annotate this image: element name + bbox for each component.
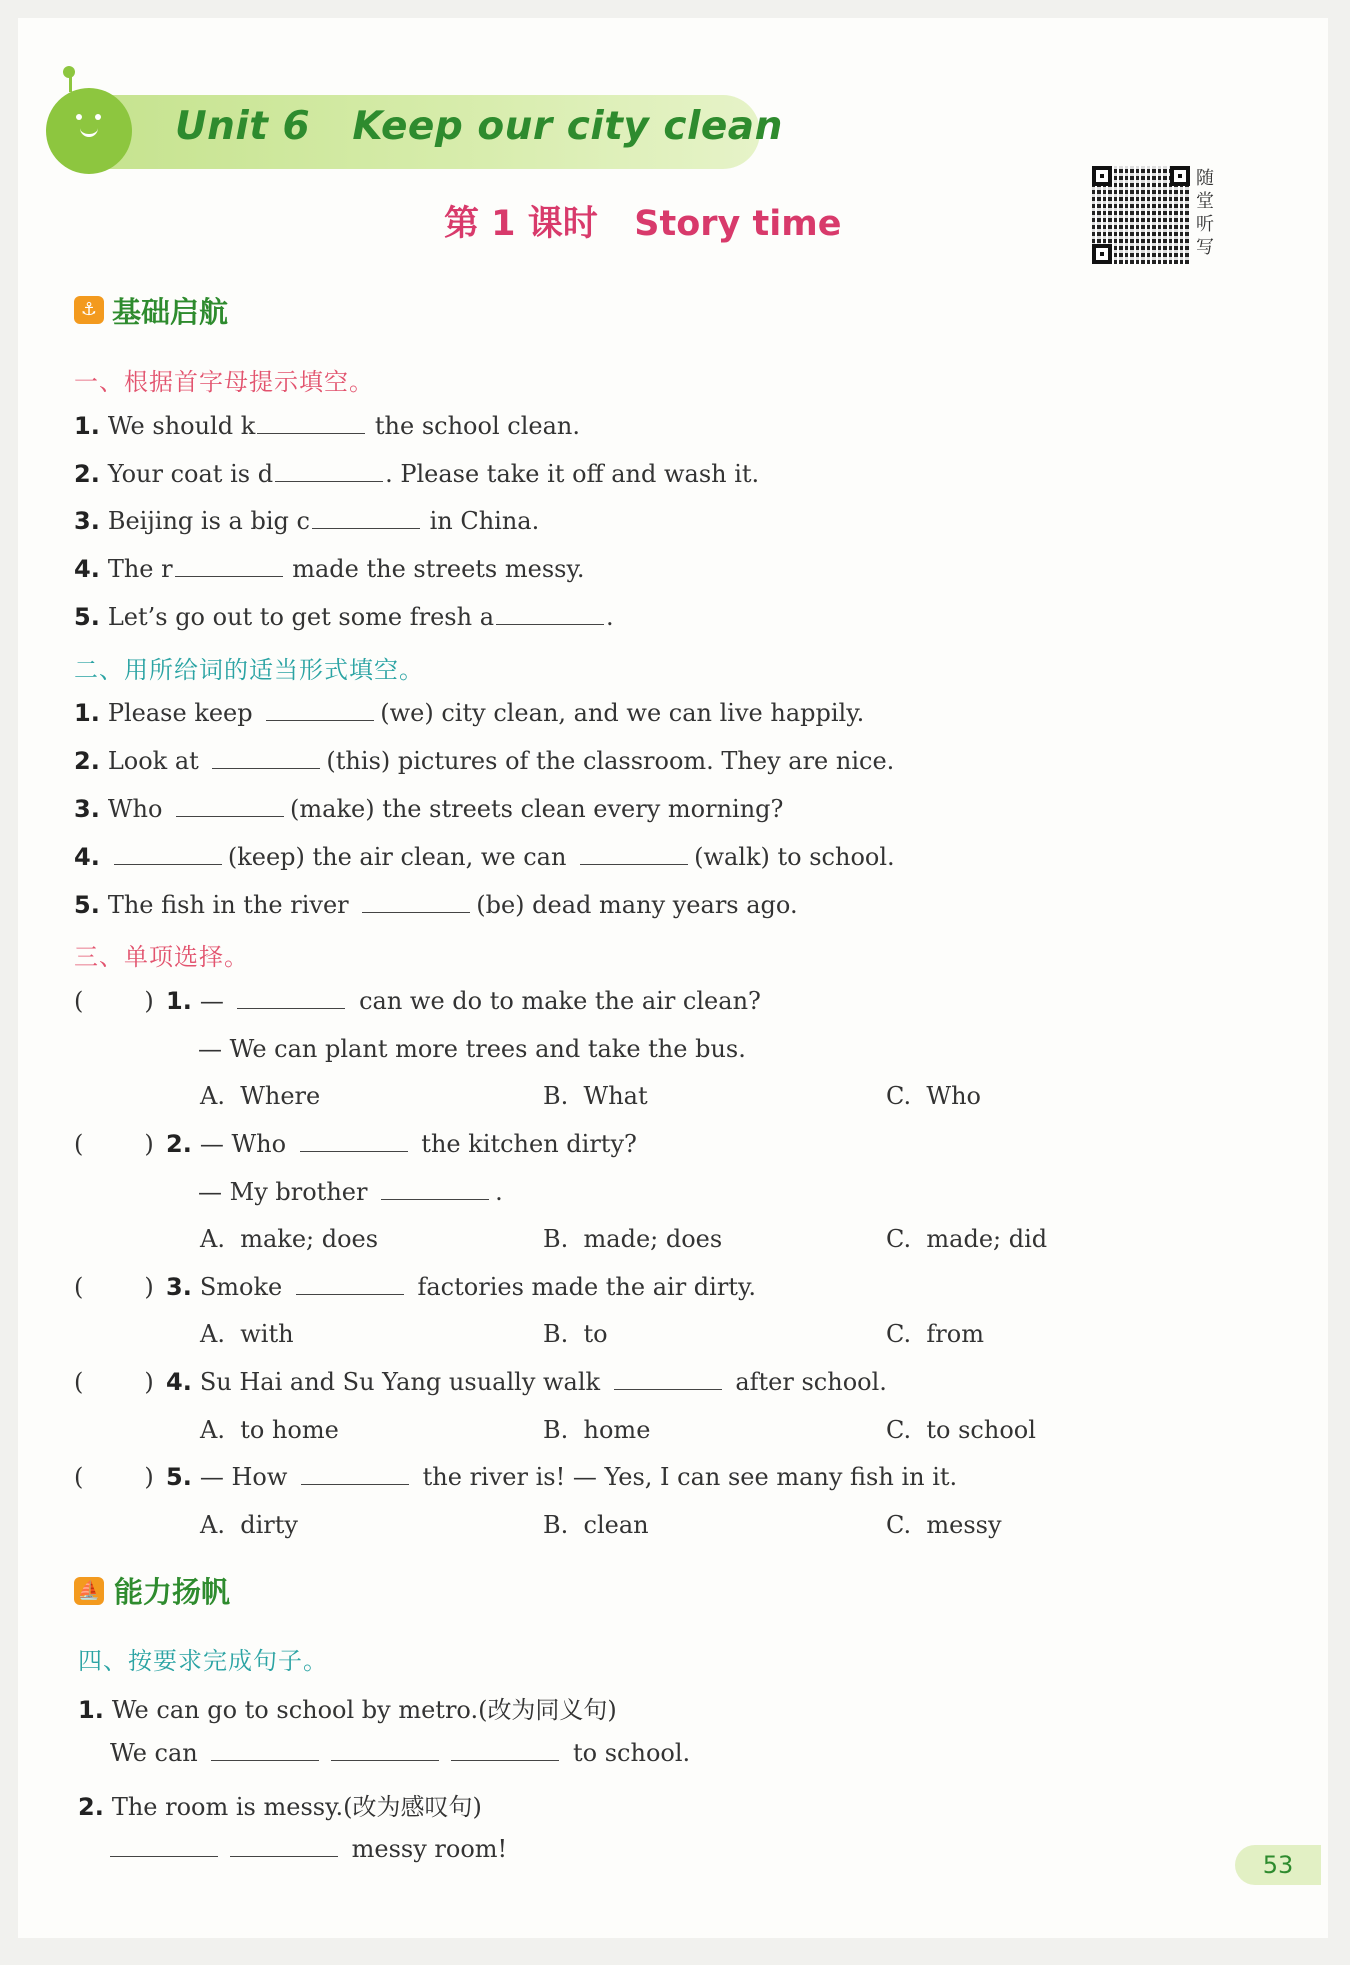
answer-blank[interactable] bbox=[266, 700, 374, 721]
option-a[interactable]: A. make; does bbox=[200, 1225, 379, 1253]
p2-item-5: 5. The fish in the river (be) dead many years ago. bbox=[74, 891, 798, 919]
answer-blank[interactable] bbox=[175, 556, 283, 577]
p2-item-1: 1. Please keep (we) city clean, and we can live happily. bbox=[74, 699, 865, 727]
p3-item-2-reply: — My brother . bbox=[198, 1178, 503, 1206]
option-b[interactable]: B. What bbox=[543, 1082, 648, 1110]
option-c[interactable]: C. to school bbox=[886, 1416, 1036, 1444]
p1-item-1: 1. We should k the school clean. bbox=[74, 412, 580, 440]
p3-item-1-reply: — We can plant more trees and take the bus. bbox=[198, 1035, 746, 1063]
p3-item-2: 2. — Who the kitchen dirty? bbox=[166, 1130, 637, 1158]
option-c[interactable]: C. made; did bbox=[886, 1225, 1048, 1253]
answer-blank[interactable] bbox=[237, 988, 345, 1009]
unit-title: Unit 6 Keep our city clean bbox=[175, 104, 783, 149]
answer-blank[interactable] bbox=[362, 892, 470, 913]
anchor-icon: ⚓ bbox=[74, 296, 104, 324]
answer-blank[interactable] bbox=[212, 748, 320, 769]
answer-parenthesis[interactable]: ( ) bbox=[74, 1273, 154, 1301]
answer-parenthesis[interactable]: ( ) bbox=[74, 1463, 154, 1491]
part4-title: 四、按要求完成句子。 bbox=[78, 1647, 328, 1675]
part2-title: 二、用所给词的适当形式填空。 bbox=[74, 656, 424, 684]
p3-item-4: 4. Su Hai and Su Yang usually walk after school. bbox=[166, 1368, 887, 1396]
mascot-eye-left bbox=[76, 114, 82, 120]
answer-blank[interactable] bbox=[496, 604, 604, 625]
answer-blank[interactable] bbox=[110, 1836, 218, 1857]
answer-blank[interactable] bbox=[381, 1179, 489, 1200]
option-a[interactable]: A. with bbox=[200, 1320, 294, 1348]
answer-blank[interactable] bbox=[296, 1274, 404, 1295]
p4-item-2: 2. The room is messy.(改为感叹句) bbox=[78, 1793, 482, 1821]
option-a[interactable]: A. to home bbox=[200, 1416, 339, 1444]
option-c[interactable]: C. Who bbox=[886, 1082, 981, 1110]
p1-item-3: 3. Beijing is a big c in China. bbox=[74, 507, 540, 535]
section-title-basic: 基础启航 bbox=[112, 295, 229, 329]
p4-item-1-answer: We can to school. bbox=[110, 1739, 691, 1767]
option-b[interactable]: B. clean bbox=[543, 1511, 649, 1539]
answer-parenthesis[interactable]: ( ) bbox=[74, 987, 154, 1015]
part3-title: 三、单项选择。 bbox=[74, 943, 249, 971]
p3-item-5: 5. — How the river is! — Yes, I can see many fish in it. bbox=[166, 1463, 958, 1491]
option-c[interactable]: C. messy bbox=[886, 1511, 1002, 1539]
p3-item-3: 3. Smoke factories made the air dirty. bbox=[166, 1273, 756, 1301]
option-a[interactable]: A. Where bbox=[200, 1082, 321, 1110]
answer-blank[interactable] bbox=[176, 796, 284, 817]
answer-blank[interactable] bbox=[331, 1740, 439, 1761]
answer-blank[interactable] bbox=[300, 1131, 408, 1152]
option-a[interactable]: A. dirty bbox=[200, 1511, 298, 1539]
p3-item-1: 1. — can we do to make the air clean? bbox=[166, 987, 761, 1015]
lesson-title: 第 1 课时 Story time bbox=[444, 204, 842, 244]
p1-item-4: 4. The r made the streets messy. bbox=[74, 555, 585, 583]
qr-code-icon[interactable] bbox=[1092, 166, 1190, 264]
p4-item-1: 1. We can go to school by metro.(改为同义句) bbox=[78, 1696, 617, 1724]
answer-blank[interactable] bbox=[301, 1464, 409, 1485]
p1-item-2: 2. Your coat is d . Please take it off and wash it. bbox=[74, 460, 760, 488]
p1-item-5: 5. Let’s go out to get some fresh a . bbox=[74, 603, 614, 631]
answer-blank[interactable] bbox=[614, 1369, 722, 1390]
answer-blank[interactable] bbox=[211, 1740, 319, 1761]
option-b[interactable]: B. made; does bbox=[543, 1225, 723, 1253]
mascot-eye-right bbox=[95, 114, 101, 120]
answer-blank[interactable] bbox=[451, 1740, 559, 1761]
p2-item-2: 2. Look at (this) pictures of the classroom. They are nice. bbox=[74, 747, 895, 775]
page-number: 53 bbox=[1235, 1845, 1321, 1885]
answer-blank[interactable] bbox=[580, 844, 688, 865]
section-title-ability: 能力扬帆 bbox=[114, 1575, 231, 1609]
answer-blank[interactable] bbox=[275, 461, 383, 482]
answer-blank[interactable] bbox=[312, 508, 420, 529]
answer-parenthesis[interactable]: ( ) bbox=[74, 1130, 154, 1158]
answer-parenthesis[interactable]: ( ) bbox=[74, 1368, 154, 1396]
answer-blank[interactable] bbox=[114, 844, 222, 865]
qr-label: 随堂听写 bbox=[1196, 168, 1214, 258]
answer-blank[interactable] bbox=[257, 413, 365, 434]
mascot-antenna-ball bbox=[63, 66, 75, 78]
p4-item-2-answer: messy room! bbox=[110, 1835, 507, 1863]
sailboat-icon: ⛵ bbox=[74, 1577, 104, 1605]
answer-blank[interactable] bbox=[230, 1836, 338, 1857]
option-b[interactable]: B. home bbox=[543, 1416, 651, 1444]
option-c[interactable]: C. from bbox=[886, 1320, 984, 1348]
p2-item-3: 3. Who (make) the streets clean every morning? bbox=[74, 795, 784, 823]
part1-title: 一、根据首字母提示填空。 bbox=[74, 368, 374, 396]
p2-item-4: 4. (keep) the air clean, we can (walk) to school. bbox=[74, 843, 895, 871]
option-b[interactable]: B. to bbox=[543, 1320, 608, 1348]
